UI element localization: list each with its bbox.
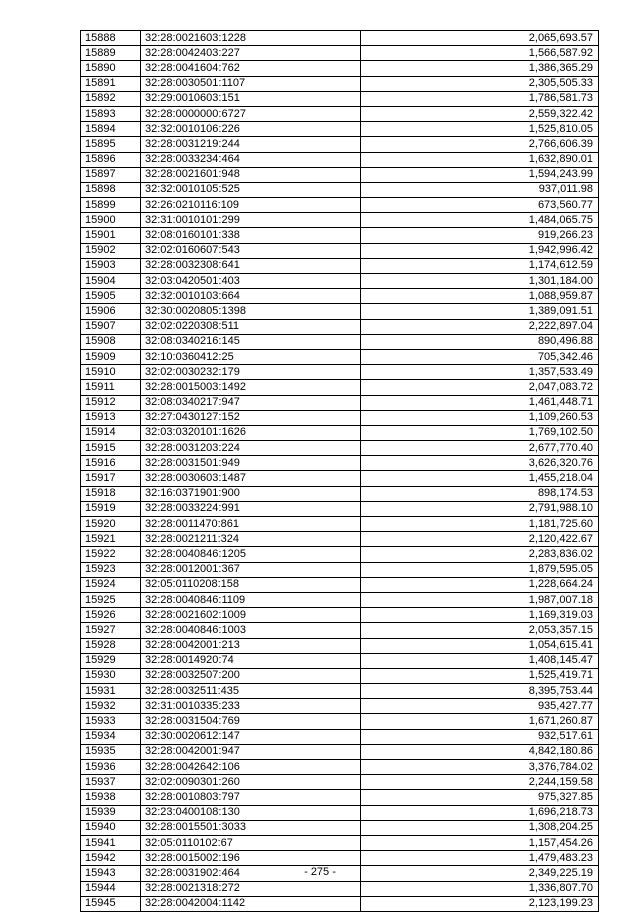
row-number-cell: 15917	[81, 471, 141, 486]
cadastral-number-cell: 32:28:0031219:244	[141, 137, 361, 152]
table-row	[81, 668, 599, 683]
amount-cell: 2,120,422.67	[361, 532, 599, 547]
row-number-cell: 15888	[81, 31, 141, 46]
amount-cell: 1,228,664.24	[361, 577, 599, 592]
table-row	[81, 122, 599, 137]
amount-cell: 1,525,810.05	[361, 122, 599, 137]
row-number-cell: 15895	[81, 137, 141, 152]
cadastral-number-cell: 32:30:0020805:1398	[141, 304, 361, 319]
amount-cell: 935,427.77	[361, 699, 599, 714]
amount-cell: 2,559,322.42	[361, 106, 599, 121]
amount-cell: 1,181,725.60	[361, 517, 599, 532]
row-number-cell: 15891	[81, 76, 141, 91]
table-row	[81, 274, 599, 289]
amount-cell: 1,671,260.87	[361, 714, 599, 729]
cadastral-number-cell: 32:28:0042001:213	[141, 638, 361, 653]
cadastral-number-cell: 32:28:0031902:464	[141, 866, 361, 881]
amount-cell: 932,517.61	[361, 729, 599, 744]
table-row	[81, 304, 599, 319]
amount-cell: 937,011.98	[361, 182, 599, 197]
table-row	[81, 775, 599, 790]
table-row	[81, 486, 599, 501]
table-row	[81, 243, 599, 258]
amount-cell: 1,408,145.47	[361, 653, 599, 668]
cadastral-number-cell: 32:28:0015003:1492	[141, 380, 361, 395]
table-row	[81, 258, 599, 273]
row-number-cell: 15916	[81, 456, 141, 471]
cadastral-number-cell: 32:28:0021603:1228	[141, 31, 361, 46]
table-row	[81, 699, 599, 714]
amount-cell: 3,626,320.76	[361, 456, 599, 471]
table-row	[81, 471, 599, 486]
row-number-cell: 15912	[81, 395, 141, 410]
amount-cell: 1,987,007.18	[361, 592, 599, 607]
amount-cell: 1,769,102.50	[361, 425, 599, 440]
row-number-cell: 15905	[81, 289, 141, 304]
table-row	[81, 137, 599, 152]
table-row	[81, 881, 599, 896]
table-row	[81, 441, 599, 456]
cadastral-number-cell: 32:28:0042642:106	[141, 760, 361, 775]
amount-cell: 2,677,770.40	[361, 441, 599, 456]
row-number-cell: 15908	[81, 334, 141, 349]
amount-cell: 3,376,784.02	[361, 760, 599, 775]
table-row	[81, 198, 599, 213]
table-row	[81, 790, 599, 805]
row-number-cell: 15932	[81, 699, 141, 714]
cadastral-number-cell: 32:28:0032507:200	[141, 668, 361, 683]
amount-cell: 975,327.85	[361, 790, 599, 805]
row-number-cell: 15934	[81, 729, 141, 744]
data-table	[80, 30, 599, 912]
amount-cell: 1,461,448.71	[361, 395, 599, 410]
row-number-cell: 15922	[81, 547, 141, 562]
row-number-cell: 15915	[81, 441, 141, 456]
row-number-cell: 15921	[81, 532, 141, 547]
row-number-cell: 15911	[81, 380, 141, 395]
cadastral-number-cell: 32:26:0210116:109	[141, 198, 361, 213]
row-number-cell: 15899	[81, 198, 141, 213]
cadastral-number-cell: 32:02:0220308:511	[141, 319, 361, 334]
cadastral-number-cell: 32:28:0014920:74	[141, 653, 361, 668]
row-number-cell: 15929	[81, 653, 141, 668]
row-number-cell: 15909	[81, 349, 141, 364]
table-row	[81, 592, 599, 607]
row-number-cell: 15928	[81, 638, 141, 653]
table-row	[81, 213, 599, 228]
row-number-cell: 15935	[81, 744, 141, 759]
table-row	[81, 365, 599, 380]
row-number-cell: 15904	[81, 274, 141, 289]
cadastral-number-cell: 32:08:0340217:947	[141, 395, 361, 410]
table-row	[81, 91, 599, 106]
amount-cell: 2,222,897.04	[361, 319, 599, 334]
cadastral-number-cell: 32:28:0032511:435	[141, 684, 361, 699]
amount-cell: 2,053,357.15	[361, 623, 599, 638]
cadastral-number-cell: 32:08:0160101:338	[141, 228, 361, 243]
table-row	[81, 61, 599, 76]
amount-cell: 2,791,988.10	[361, 501, 599, 516]
amount-cell: 4,842,180.86	[361, 744, 599, 759]
row-number-cell: 15890	[81, 61, 141, 76]
table-row	[81, 167, 599, 182]
cadastral-number-cell: 32:29:0010603:151	[141, 91, 361, 106]
amount-cell: 890,496.88	[361, 334, 599, 349]
amount-cell: 2,123,199.23	[361, 896, 599, 911]
table-row	[81, 76, 599, 91]
row-number-cell: 15906	[81, 304, 141, 319]
page-number: - 275 -	[304, 866, 336, 878]
row-number-cell: 15910	[81, 365, 141, 380]
amount-cell: 2,305,505.33	[361, 76, 599, 91]
amount-cell: 1,696,218.73	[361, 805, 599, 820]
cadastral-number-cell: 32:28:0021602:1009	[141, 608, 361, 623]
row-number-cell: 15892	[81, 91, 141, 106]
table-row	[81, 577, 599, 592]
cadastral-number-cell: 32:28:0042403:227	[141, 46, 361, 61]
amount-cell: 1,479,483.23	[361, 851, 599, 866]
amount-cell: 1,357,533.49	[361, 365, 599, 380]
table-row	[81, 623, 599, 638]
row-number-cell: 15943	[81, 866, 141, 881]
row-number-cell: 15918	[81, 486, 141, 501]
table-row	[81, 820, 599, 835]
amount-cell: 1,786,581.73	[361, 91, 599, 106]
row-number-cell: 15923	[81, 562, 141, 577]
cadastral-number-cell: 32:28:0021601:948	[141, 167, 361, 182]
table-row	[81, 182, 599, 197]
cadastral-number-cell: 32:28:0040846:1109	[141, 592, 361, 607]
cadastral-number-cell: 32:03:0320101:1626	[141, 425, 361, 440]
cadastral-number-cell: 32:28:0011470:861	[141, 517, 361, 532]
amount-cell: 1,484,065.75	[361, 213, 599, 228]
table-row	[81, 46, 599, 61]
table-row	[81, 562, 599, 577]
table-row	[81, 456, 599, 471]
row-number-cell: 15898	[81, 182, 141, 197]
row-number-cell: 15940	[81, 820, 141, 835]
cadastral-number-cell: 32:28:0012001:367	[141, 562, 361, 577]
amount-cell: 898,174.53	[361, 486, 599, 501]
cadastral-number-cell: 32:32:0010103:664	[141, 289, 361, 304]
table-row	[81, 395, 599, 410]
cadastral-number-cell: 32:02:0030232:179	[141, 365, 361, 380]
cadastral-number-cell: 32:28:0042004:1142	[141, 896, 361, 911]
cadastral-number-cell: 32:02:0160607:543	[141, 243, 361, 258]
table-row	[81, 638, 599, 653]
table-row	[81, 319, 599, 334]
row-number-cell: 15938	[81, 790, 141, 805]
amount-cell: 2,047,083.72	[361, 380, 599, 395]
cadastral-number-cell: 32:30:0020612:147	[141, 729, 361, 744]
row-number-cell: 15942	[81, 851, 141, 866]
cadastral-number-cell: 32:28:0033234:464	[141, 152, 361, 167]
cadastral-number-cell: 32:28:0021318:272	[141, 881, 361, 896]
table-row	[81, 744, 599, 759]
amount-cell: 1,308,204.25	[361, 820, 599, 835]
cadastral-number-cell: 32:32:0010106:226	[141, 122, 361, 137]
amount-cell: 1,109,260.53	[361, 410, 599, 425]
cadastral-number-cell: 32:03:0420501:403	[141, 274, 361, 289]
cadastral-number-cell: 32:05:0110208:158	[141, 577, 361, 592]
table-row	[81, 653, 599, 668]
table-row	[81, 106, 599, 121]
row-number-cell: 15927	[81, 623, 141, 638]
amount-cell: 1,336,807.70	[361, 881, 599, 896]
cadastral-number-cell: 32:05:0110102:67	[141, 835, 361, 850]
cadastral-number-cell: 32:28:0041604:762	[141, 61, 361, 76]
cadastral-number-cell: 32:27:0430127:152	[141, 410, 361, 425]
table-row	[81, 729, 599, 744]
row-number-cell: 15925	[81, 592, 141, 607]
cadastral-number-cell: 32:28:0040846:1205	[141, 547, 361, 562]
row-number-cell: 15902	[81, 243, 141, 258]
cadastral-number-cell: 32:28:0040846:1003	[141, 623, 361, 638]
table-row	[81, 714, 599, 729]
amount-cell: 1,301,184.00	[361, 274, 599, 289]
amount-cell: 705,342.46	[361, 349, 599, 364]
table-row	[81, 380, 599, 395]
cadastral-number-cell: 32:02:0090301:260	[141, 775, 361, 790]
amount-cell: 1,174,612.59	[361, 258, 599, 273]
row-number-cell: 15926	[81, 608, 141, 623]
cadastral-number-cell: 32:28:0033224:991	[141, 501, 361, 516]
table-row	[81, 760, 599, 775]
table-row	[81, 547, 599, 562]
amount-cell: 1,594,243.99	[361, 167, 599, 182]
table-row	[81, 835, 599, 850]
row-number-cell: 15901	[81, 228, 141, 243]
table-row	[81, 608, 599, 623]
amount-cell: 2,283,836.02	[361, 547, 599, 562]
row-number-cell: 15945	[81, 896, 141, 911]
row-number-cell: 15897	[81, 167, 141, 182]
cadastral-number-cell: 32:10:0360412:25	[141, 349, 361, 364]
cadastral-number-cell: 32:23:0400108:130	[141, 805, 361, 820]
table-row	[81, 805, 599, 820]
row-number-cell: 15907	[81, 319, 141, 334]
cadastral-number-cell: 32:28:0042001:947	[141, 744, 361, 759]
row-number-cell: 15944	[81, 881, 141, 896]
table-row	[81, 851, 599, 866]
table-row	[81, 349, 599, 364]
row-number-cell: 15894	[81, 122, 141, 137]
amount-cell: 1,942,996.42	[361, 243, 599, 258]
cadastral-number-cell: 32:16:0371901:900	[141, 486, 361, 501]
table-row	[81, 501, 599, 516]
amount-cell: 2,244,159.58	[361, 775, 599, 790]
table-row	[81, 334, 599, 349]
table-row	[81, 532, 599, 547]
amount-cell: 1,632,890.01	[361, 152, 599, 167]
cadastral-number-cell: 32:08:0340216:145	[141, 334, 361, 349]
row-number-cell: 15931	[81, 684, 141, 699]
amount-cell: 8,395,753.44	[361, 684, 599, 699]
cadastral-number-cell: 32:28:0031501:949	[141, 456, 361, 471]
table-row	[81, 684, 599, 699]
cadastral-number-cell: 32:28:0031203:224	[141, 441, 361, 456]
cadastral-number-cell: 32:32:0010105:525	[141, 182, 361, 197]
row-number-cell: 15930	[81, 668, 141, 683]
table-row	[81, 289, 599, 304]
amount-cell: 1,525,419.71	[361, 668, 599, 683]
cadastral-number-cell: 32:28:0021211:324	[141, 532, 361, 547]
row-number-cell: 15903	[81, 258, 141, 273]
amount-cell: 2,349,225.19	[361, 866, 599, 881]
row-number-cell: 15937	[81, 775, 141, 790]
row-number-cell: 15896	[81, 152, 141, 167]
cadastral-number-cell: 32:31:0010101:299	[141, 213, 361, 228]
cadastral-number-cell: 32:28:0010803:797	[141, 790, 361, 805]
amount-cell: 1,879,595.05	[361, 562, 599, 577]
table-row	[81, 425, 599, 440]
amount-cell: 1,389,091.51	[361, 304, 599, 319]
row-number-cell: 15920	[81, 517, 141, 532]
table-row	[81, 228, 599, 243]
amount-cell: 1,054,615.41	[361, 638, 599, 653]
table-row	[81, 410, 599, 425]
table-row	[81, 896, 599, 911]
amount-cell: 1,566,587.92	[361, 46, 599, 61]
row-number-cell: 15913	[81, 410, 141, 425]
row-number-cell: 15889	[81, 46, 141, 61]
table-body	[81, 31, 599, 912]
cadastral-number-cell: 32:28:0032308:641	[141, 258, 361, 273]
cadastral-number-cell: 32:28:0030501:1107	[141, 76, 361, 91]
amount-cell: 1,157,454.26	[361, 835, 599, 850]
row-number-cell: 15893	[81, 106, 141, 121]
amount-cell: 1,386,365.29	[361, 61, 599, 76]
amount-cell: 919,266.23	[361, 228, 599, 243]
table-row	[81, 152, 599, 167]
amount-cell: 1,169,319.03	[361, 608, 599, 623]
amount-cell: 2,766,606.39	[361, 137, 599, 152]
cadastral-number-cell: 32:28:0030603:1487	[141, 471, 361, 486]
row-number-cell: 15914	[81, 425, 141, 440]
cadastral-number-cell: 32:28:0031504:769	[141, 714, 361, 729]
amount-cell: 673,560.77	[361, 198, 599, 213]
row-number-cell: 15941	[81, 835, 141, 850]
row-number-cell: 15919	[81, 501, 141, 516]
row-number-cell: 15924	[81, 577, 141, 592]
cadastral-number-cell: 32:28:0015002:196	[141, 851, 361, 866]
amount-cell: 2,065,693.57	[361, 31, 599, 46]
row-number-cell: 15939	[81, 805, 141, 820]
table-row	[81, 517, 599, 532]
amount-cell: 1,455,218.04	[361, 471, 599, 486]
row-number-cell: 15933	[81, 714, 141, 729]
cadastral-number-cell: 32:31:0010335:233	[141, 699, 361, 714]
table-row	[81, 31, 599, 46]
row-number-cell: 15936	[81, 760, 141, 775]
cadastral-number-cell: 32:28:0000000:6727	[141, 106, 361, 121]
row-number-cell: 15900	[81, 213, 141, 228]
amount-cell: 1,088,959.87	[361, 289, 599, 304]
cadastral-number-cell: 32:28:0015501:3033	[141, 820, 361, 835]
